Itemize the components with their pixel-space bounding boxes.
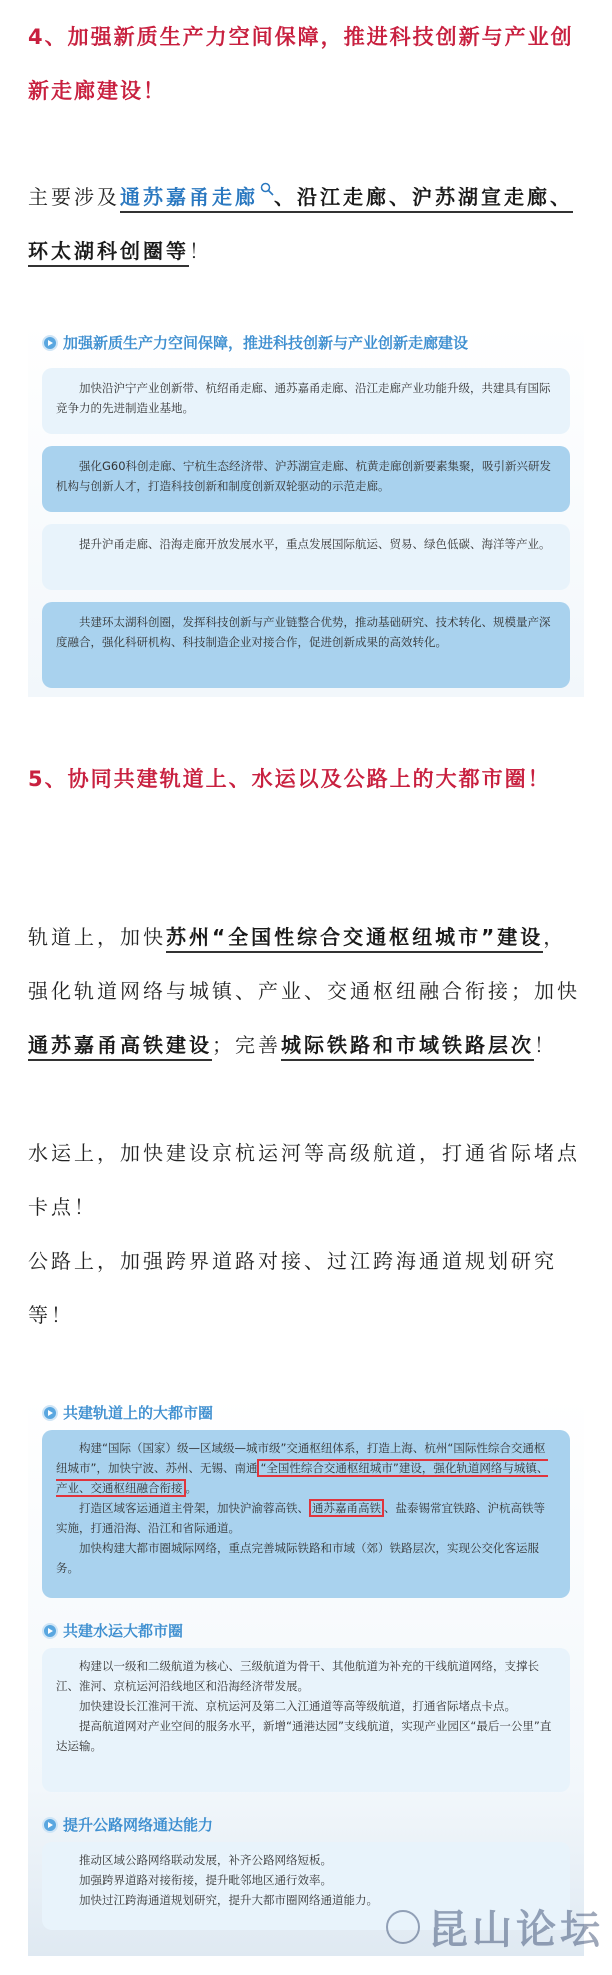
- rail-item-2-highlight: 通苏嘉甬高铁: [309, 1499, 384, 1517]
- search-icon[interactable]: [260, 182, 274, 196]
- section5-rail-paragraph: [28, 910, 584, 1072]
- water-item-1: 构建以一级和二级航道为核心、三级航道为骨干、其他航道为补充的干线航道网络，支撑长江、淮河、京杭运河沿线地区和沿海经济带发展。: [56, 1659, 539, 1693]
- info1-title: [42, 332, 468, 353]
- rail-item-1-end: 。: [185, 1481, 197, 1495]
- rail-highlight-1: 苏州“全国性综合交通枢纽城市”建设: [166, 925, 543, 953]
- info2-title-rail: [42, 1402, 213, 1423]
- info2-title-road-text: 提升公路网络通达能力: [63, 1816, 214, 1834]
- info1-box-2: 强化G60科创走廊、宁杭生态经济带、沪苏湖宣走廊、杭黄走廊创新要素集聚，吸引新兴研发机构与创新人才，打造科技创新和制度创新双轮驱动的示范走廊。: [42, 446, 570, 512]
- intro-highlight: 、沿江走廊、沪苏湖宣走廊、环太湖科创圈等: [28, 185, 573, 267]
- watermark-logo-icon: [386, 1910, 420, 1944]
- info1-title-text: 加强新质生产力空间保障，推进科技创新与产业创新走廊建设: [63, 334, 469, 352]
- rail-item-3: 加快构建大都市圈城际网络，重点完善城际铁路和市域（郊）铁路层次，实现公交化客运服务。: [56, 1541, 539, 1575]
- rail-item-2-text: 打造区域客运通道主骨架，加快沪渝蓉高铁、: [79, 1501, 309, 1515]
- intro-link-text: 通苏嘉甬走廊: [120, 185, 258, 209]
- rail-highlight-2: 通苏嘉甬高铁建设: [28, 1033, 212, 1061]
- section5-heading: 5、协同共建轨道上、水运以及公路上的大都市圈！: [28, 767, 551, 791]
- intro-link[interactable]: [120, 185, 274, 213]
- rail-highlight-3: 城际铁路和市域铁路层次: [281, 1033, 534, 1061]
- play-bullet-icon: [42, 1405, 58, 1421]
- water-item-2: 加快建设长江淮河干流、京杭运河及第二入江通道等高等级航道，打通省际堵点卡点。: [79, 1699, 516, 1713]
- section4-intro: [28, 170, 584, 278]
- rail-item-2: [56, 1498, 556, 1538]
- info2-title-water: [42, 1620, 183, 1641]
- info2-rail-box: [42, 1430, 570, 1598]
- rail-item-1-text: 构建“国际（国家）级—区域级—城市级”交通枢纽体系，打造上海、杭州“国际性综合交通枢纽城市”，加快宁波、苏州、无锡、南通: [56, 1441, 546, 1475]
- infographic-metropolitan-transport: [28, 1396, 584, 1956]
- road-item-1: 推动区域公路网络联动发展，补齐公路网络短板。: [79, 1853, 332, 1867]
- info1-box-1: 加快沿沪宁产业创新带、杭绍甬走廊、通苏嘉甬走廊、沿江走廊产业功能升级，共建具有国际竞争力的先进制造业基地。: [42, 368, 570, 434]
- info2-title-road: [42, 1814, 213, 1835]
- intro-prefix: 主要涉及: [28, 185, 120, 209]
- play-bullet-icon: [42, 1623, 58, 1639]
- section4-heading: 4、加强新质生产力空间保障，推进科技创新与产业创新走廊建设！: [28, 25, 574, 103]
- infographic-innovation-corridors: [28, 322, 584, 697]
- info2-water-box: [42, 1648, 570, 1792]
- water-item-3: 提高航道网对产业空间的服务水平，新增“通港达园”支线航道，实现产业园区“最后一公里”直达运输。: [56, 1719, 552, 1753]
- rail-item-2-end: 、盐泰锡常宜铁路、沪杭高铁等实施，打通沿海、沿江和省际通道。: [56, 1501, 545, 1535]
- rail-text-1: 轨道上，加快: [28, 925, 166, 949]
- road-item-3: 加快过江跨海通道规划研究，提升大都市圈网络通道能力。: [79, 1893, 378, 1907]
- road-item-2: 加强跨界道路对接衔接，提升毗邻地区通行效率。: [79, 1873, 332, 1887]
- info1-box-4: 共建环太湖科创圈，发挥科技创新与产业链整合优势，推动基础研究、技术转化、规模量产深度融合，强化科研机构、科技制造企业对接合作，促进创新成果的高效转化。: [42, 602, 570, 688]
- watermark-text: 昆山论坛: [428, 1906, 604, 1953]
- info2-title-water-text: 共建水运大都市圈: [63, 1622, 184, 1640]
- rail-item-1: [56, 1438, 556, 1498]
- rail-text-4: ！: [534, 1033, 557, 1057]
- rail-text-2: ，强化轨道网络与城镇、产业、交通枢纽融合衔接；加快: [28, 925, 580, 1003]
- play-bullet-icon: [42, 1817, 58, 1833]
- info1-box-3: 提升沪甬走廊、沿海走廊开放发展水平，重点发展国际航运、贸易、绿色低碳、海洋等产业。: [42, 524, 570, 590]
- intro-end: ！: [189, 239, 212, 263]
- info2-title-rail-text: 共建轨道上的大都市圈: [63, 1404, 214, 1422]
- rail-text-3: ；完善: [212, 1033, 281, 1057]
- section5-water-paragraph: 水运上，加快建设京杭运河等高级航道，打通省际堵点卡点！: [28, 1141, 580, 1219]
- watermark: [386, 1898, 604, 1955]
- section5-road-paragraph: 公路上，加强跨界道路对接、过江跨海通道规划研究等！: [28, 1249, 557, 1327]
- rail-item-1-highlight: “全国性综合交通枢纽城市”建设，强化轨道网络与城镇、产业、交通枢纽融合衔接: [56, 1461, 549, 1495]
- play-bullet-icon: [42, 335, 58, 351]
